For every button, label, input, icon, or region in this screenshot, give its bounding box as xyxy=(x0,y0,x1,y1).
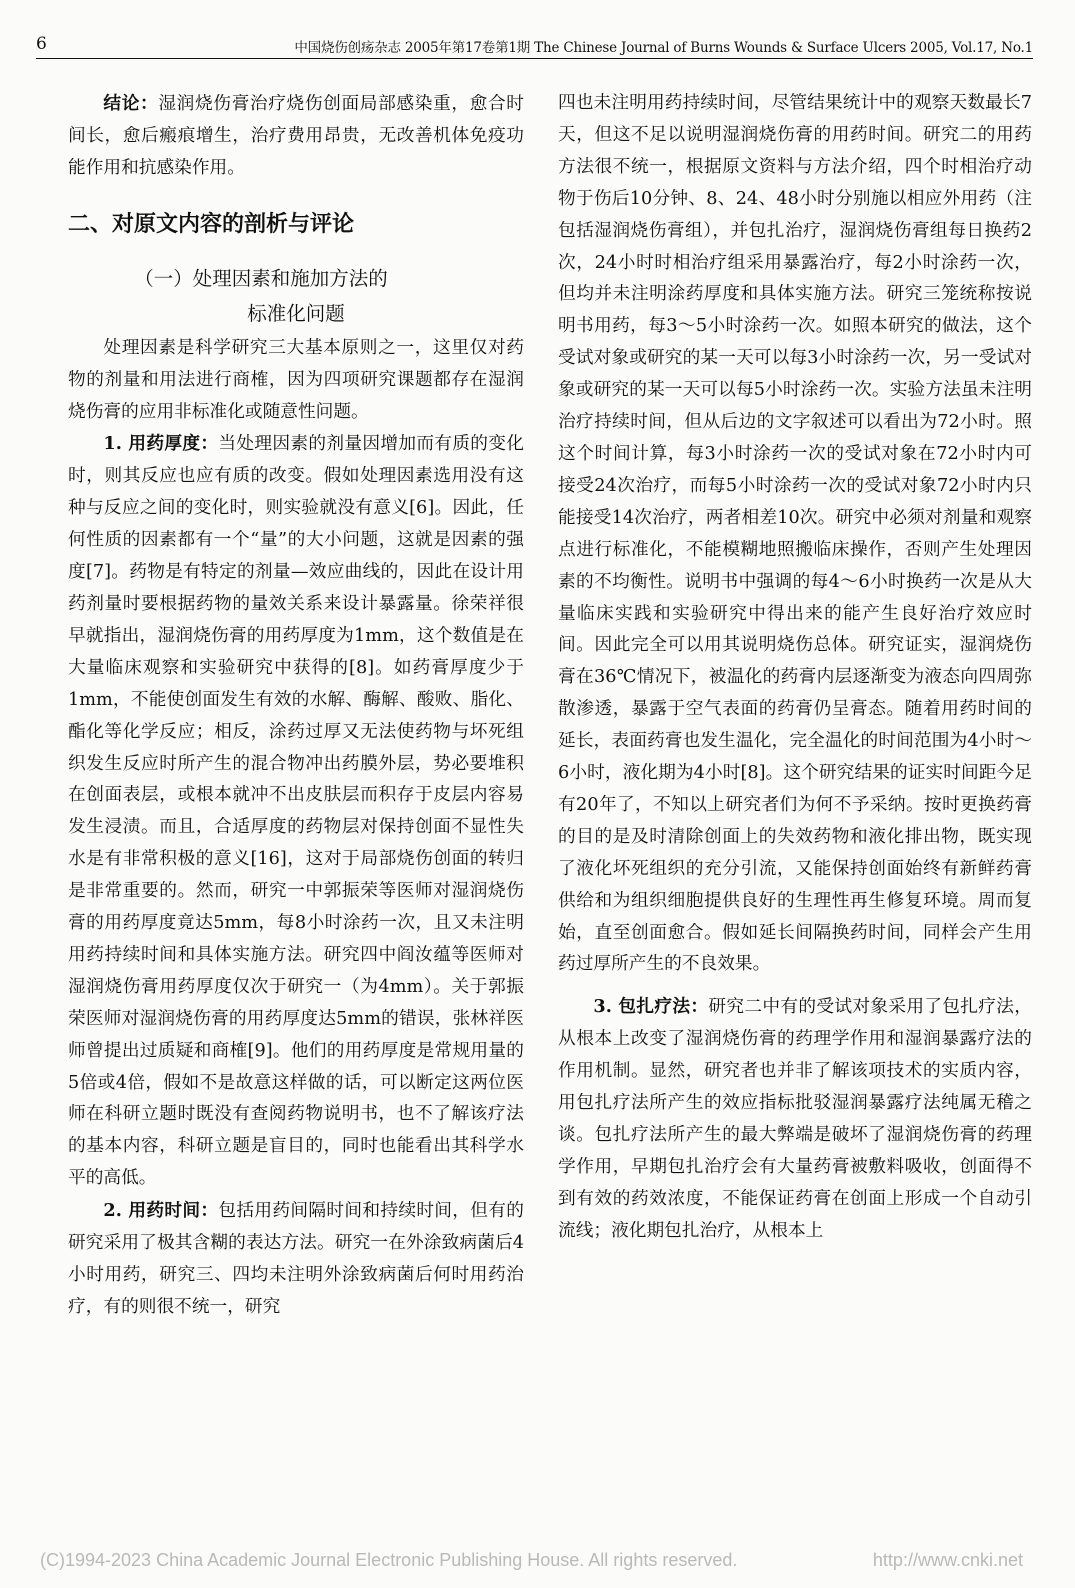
subsection-title xyxy=(68,261,524,331)
item3-text: 研究二中有的受试对象采用了包扎疗法，从根本上改变了湿润烧伤膏的药理学作用和湿润暴露疗法的作用机制。显然，研究者也并非了解该项技术的实质内容，用包扎疗法所产生的效应指标批驳湿润暴露疗法纯属无稽之谈。包扎疗法所产生的最大弊端是破坏了湿润烧伤膏的药理学作用，早期包扎治疗会有大量药膏被敷料吸收，创面得不到有效的药效浓度，不能保证药膏在创面上形成一个自动引流线；液化期包扎治疗，从根本上 xyxy=(558,997,1032,1241)
copyright-notice: (C)1994-2023 China Academic Journal Electronic Publishing House. All rights reserved. xyxy=(40,1550,738,1570)
journal-running-title: 中国烧伤创疡杂志 2005年第17卷第1期 The Chinese Journal of Burns Wounds & Surface Ulcers 2005, Vol.17, No.1 xyxy=(294,40,1033,56)
conclusion-text: 湿润烧伤膏治疗烧伤创面局部感染重，愈合时间长，愈后瘢痕增生，治疗费用昂贵，无改善机体免疫功能作用和抗感染作用。 xyxy=(68,94,524,178)
item1-paragraph xyxy=(68,428,524,1195)
page-number: 6 xyxy=(36,34,47,54)
footer-url: http://www.cnki.net xyxy=(872,1550,1023,1570)
section-title: 二、对原文内容的剖析与评论 xyxy=(68,211,355,237)
continued-paragraph: 四也未注明用药持续时间，尽管结果统计中的观察天数最长7天，但这不足以说明湿润烧伤膏的用药时间。研究二的用药方法很不统一，根据原文资料与方法介绍，四个时相治疗动物于伤后10分钟、8、24、48小时分别施以相应外用药（注包括湿润烧伤膏组），并包扎治疗，湿润烧伤膏组每日换药2次，24小时时相治疗组采用暴露治疗，每2小时涂药一次，但均并未注明涂药厚度和具体实施方法。研究三笼统称按说明书用药，每3～5小时涂药一次。如照本研究的做法，这个受试对象或研究的某一天可以每3小时涂药一次，另一受试对象或研究的某一天可以每5小时涂药一次。实验方法虽未注明治疗持续时间，但从后边的文字叙述可以看出为72小时。照这个时间计算，每3小时涂药一次的受试对象在72小时内可接受24次治疗，而每5小时涂药一次的受试对象72小时内只能接受14次治疗，两者相差10次。研究中必须对剂量和观察点进行标准化，不能模糊地照搬临床操作，否则产生处理因素的不均衡性。说明书中强调的每4～6小时换药一次是从大量临床实践和实验研究中得出来的能产生良好治疗效应时间。因此完全可以用其说明烧伤总体。研究证实，湿润烧伤膏在36℃情况下，被温化的药膏内层逐渐变为液态向四周弥散渗透，暴露于空气表面的药膏仍呈膏态。随着用药时间的延长，表面药膏也发生温化，完全温化的时间范围为4小时～6小时，液化期为4小时[8]。这个研究结果的证实时间距今足有20年了，不知以上研究者们为何不予采纳。按时更换药膏的目的是及时清除创面上的失效药物和液化排出物，既实现了液化坏死组织的充分引流，又能保持创面始终有新鲜药膏供给和为组织细胞提供良好的生理性再生修复环境。周而复始，直至创面愈合。假如延长间隔换药时间，同样会产生用药过厚所产生的不良效果。 xyxy=(558,93,1032,975)
item1-text: 当处理因素的剂量因增加而有质的变化时，则其反应也应有质的改变。假如处理因素选用没有这种与反应之间的变化时，则实验就没有意义[6]。因此，任何性质的因素都有一个“量”的大小问题，这就是因素的强度[7]。药物是有特定的剂量—效应曲线的，因此在设计用药剂量时要根据药物的量效关系来设计暴露量。徐荣祥很早就指出，湿润烧伤膏的用药厚度为1mm，这个数值是在大量临床观察和实验研究中获得的[8]。如药膏厚度少于1mm，不能使创面发生有效的水解、酶解、酸败、脂化、酯化等化学反应；相反，涂药过厚又无法使药物与坏死组织发生反应时所产生的混合物冲出药膜外层，势必要堆积在创面表层，或根本就冲不出皮肤层而积存于皮层内容易发生浸渍。而且，合适厚度的药物层对保持创面不显性失水是有非常积极的意义[16]，这对于局部烧伤创面的转归是非常重要的。然而，研究一中郭振荣等医师对湿润烧伤膏的用药厚度竟达5mm，每8小时涂药一次，且又未注明用药持续时间和具体实施方法。研究四中阎汝蕴等医师对湿润烧伤膏用药厚度仅次于研究一（为4mm）。关于郭振荣医师对湿润烧伤膏的用药厚度达5mm的错误，张林祥医师曾提出过质疑和商榷[9]。他们的用药厚度是常规用量的5倍或4倍，假如不是故意这样做的话，可以断定这两位医师在科研立题时既没有查阅药物说明书，也不了解该疗法的基本内容，科研立题是盲目的，同时也能看出其科学水平的高低。 xyxy=(68,434,524,1189)
item3-label: 3. 包扎疗法： xyxy=(593,996,709,1018)
conclusion-label: 结论： xyxy=(103,93,159,114)
intro-paragraph: 处理因素是科学研究三大基本原则之一，这里仅对药物的剂量和用法进行商榷，因为四项研究课题都存在湿润烧伤膏的应用非标准化或随意性问题。 xyxy=(68,337,524,422)
running-header xyxy=(36,34,1033,59)
subsection-title-line2: 标准化问题 xyxy=(247,301,345,325)
right-column xyxy=(558,88,1032,1248)
left-column xyxy=(68,88,524,1324)
conclusion-paragraph xyxy=(68,88,524,185)
item3-paragraph xyxy=(558,991,1032,1247)
item1-label: 1. 用药厚度： xyxy=(103,433,219,455)
item2-text: 包括用药间隔时间和持续时间，但有的研究采用了极其含糊的表达方法。研究一在外涂致病菌后4小时用药，研究三、四均未注明外涂致病菌后何时用药治疗，有的则很不统一，研究 xyxy=(68,1201,524,1317)
watermark-footer xyxy=(40,1550,1023,1571)
item2-paragraph xyxy=(68,1195,524,1324)
subsection-title-line1: （一）处理因素和施加方法的 xyxy=(134,266,388,290)
item2-label: 2. 用药时间： xyxy=(103,1200,219,1222)
